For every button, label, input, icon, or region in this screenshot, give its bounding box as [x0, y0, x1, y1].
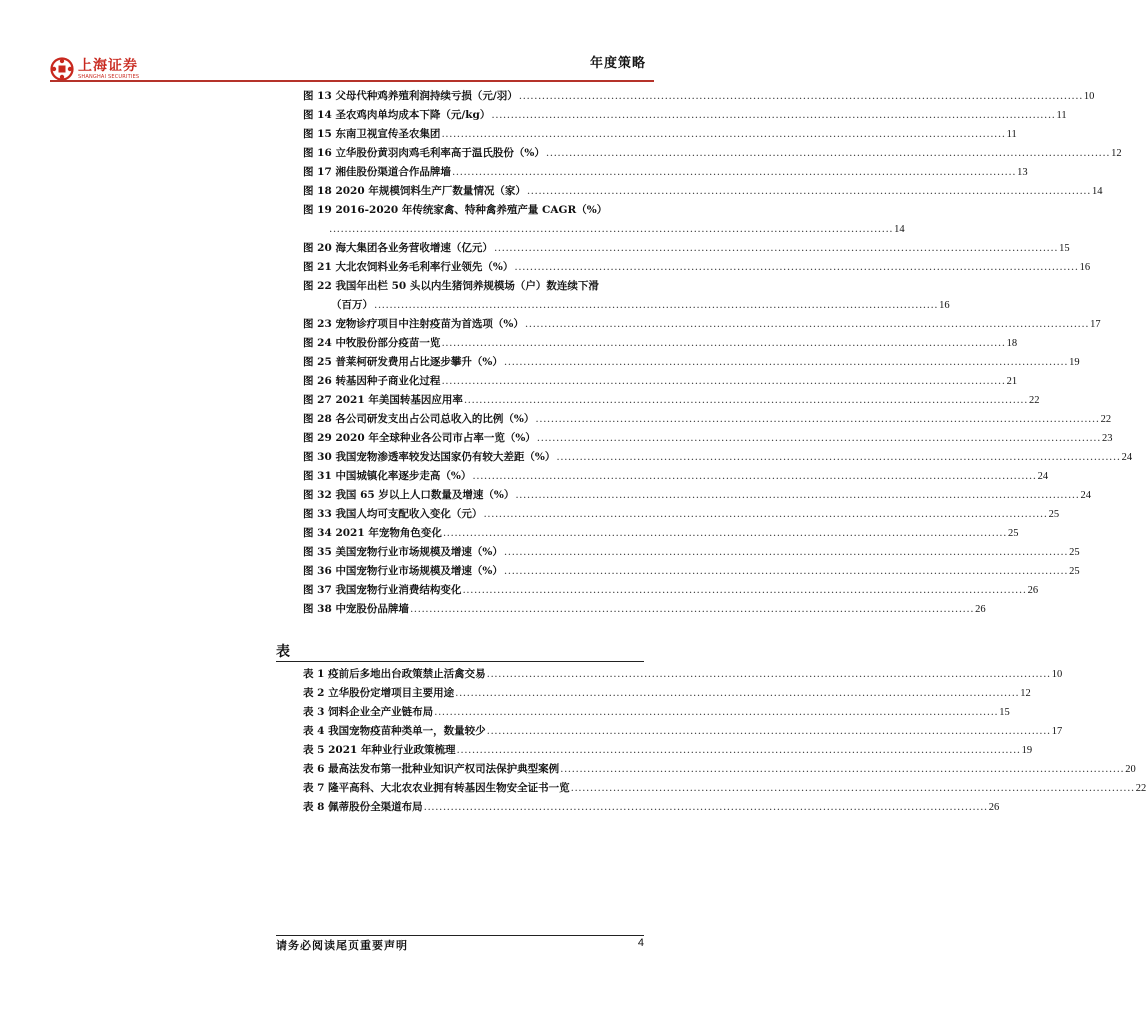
toc-entry-continuation: [303, 296, 950, 315]
toc-entry[interactable]: [303, 334, 1018, 353]
toc-leader-dots: [494, 239, 1058, 258]
document-type-label: 年度策略: [589, 56, 646, 71]
toc-entry-title: 我国 65 岁以上人口数量及增速（%）: [335, 489, 515, 501]
page-header: [0, 0, 724, 84]
toc-entry-title: 立华股份黄羽肉鸡毛利率高于温氏股份（%）: [335, 147, 545, 159]
toc-leader-dots: [556, 448, 1120, 467]
toc-leader-dots: [374, 296, 938, 315]
toc-entry-page: 22: [1135, 783, 1146, 794]
toc-entry-title: 我国人均可支配收入变化（元）: [335, 508, 483, 520]
toc-entry[interactable]: [303, 798, 1000, 817]
toc-entry-number: 图 17: [303, 166, 332, 178]
toc-entry[interactable]: [303, 505, 1060, 524]
toc-entry-number: 表 4: [303, 725, 325, 737]
toc-entry-title: 我国年出栏 50 头以内生猪饲养规模场（户）数连续下滑: [335, 280, 599, 292]
toc-entry[interactable]: [303, 562, 1080, 581]
toc-entry-page: 16: [939, 300, 950, 311]
toc-entry-page: 12: [1020, 688, 1031, 699]
toc-entry-title: 转基因种子商业化过程: [335, 375, 441, 387]
toc-entry-page: 25: [1048, 509, 1060, 520]
toc-entry-title: 立华股份定增项目主要用途: [328, 687, 455, 699]
logo-emblem-icon: [50, 57, 74, 81]
toc-entry-page: 22: [1028, 395, 1040, 406]
toc-entry-number: 图 15: [303, 128, 332, 140]
toc-entry-page: 19: [1021, 745, 1033, 756]
toc-entry-page: 14: [1091, 186, 1103, 197]
toc-entry-page: 12: [1111, 148, 1122, 159]
toc-entry-page: 23: [1101, 433, 1113, 444]
toc-leader-dots: [514, 258, 1078, 277]
toc-entry-page: 21: [1006, 376, 1018, 387]
toc-leader-dots: [504, 543, 1068, 562]
toc-entry-title: 2020 年规模饲料生产厂数量情况（家）: [335, 185, 526, 197]
toc-entry[interactable]: [303, 239, 1070, 258]
toc-entry-number: 图 33: [303, 508, 332, 520]
toc-entry[interactable]: [303, 106, 1067, 125]
toc-entry-page: 25: [1069, 547, 1080, 558]
toc-entry[interactable]: [303, 600, 986, 619]
toc-entry-number: 图 26: [303, 375, 332, 387]
toc-entry-title: 2021 年种业行业政策梳理: [328, 744, 456, 756]
toc-entry-title: 各公司研发支出占公司总收入的比例（%）: [335, 413, 535, 425]
toc-entry[interactable]: [303, 144, 1122, 163]
toc-entry[interactable]: [303, 684, 1031, 703]
toc-entry[interactable]: [303, 429, 1113, 448]
toc-entry-number: 图 19: [303, 204, 332, 216]
toc-entry[interactable]: [303, 760, 1136, 779]
toc-entry-title: 中牧股份部分疫苗一览: [335, 337, 441, 349]
toc-leader-dots: [504, 353, 1068, 372]
toc-leader-dots: [571, 779, 1135, 798]
toc-entry-page: 20: [1125, 764, 1136, 775]
toc-entry-page: 10: [1083, 91, 1095, 102]
toc-entry[interactable]: [303, 524, 1019, 543]
toc-entry-number: 图 21: [303, 261, 332, 273]
page-number: 4: [637, 937, 644, 949]
toc-entry-number: 表 5: [303, 744, 325, 756]
toc-entry-page: 24: [1080, 490, 1091, 501]
toc-entry[interactable]: [303, 391, 1040, 410]
toc-leader-dots: [441, 334, 1005, 353]
toc-entry-number: 图 24: [303, 337, 332, 349]
toc-entry-title: 2016-2020 年传统家禽、特种禽养殖产量 CAGR（%）: [335, 204, 608, 216]
footer-divider: [276, 935, 644, 936]
toc-entry-page: 15: [1059, 243, 1070, 254]
toc-entry-number: 图 16: [303, 147, 332, 159]
toc-leader-dots: [560, 760, 1124, 779]
toc-entry-page: 24: [1121, 452, 1133, 463]
toc-entry-page: 24: [1037, 471, 1049, 482]
toc-entry-number: 图 27: [303, 394, 332, 406]
toc-entry[interactable]: [303, 258, 1091, 277]
header-divider: [50, 80, 654, 82]
toc-entry-number: 表 8: [303, 801, 325, 813]
toc-entry-title: 最高法发布第一批种业知识产权司法保护典型案例: [328, 763, 560, 775]
toc-entry-page: 25: [1069, 566, 1080, 577]
toc-entry[interactable]: [303, 665, 1063, 684]
toc-entry-page: 10: [1051, 669, 1063, 680]
toc-entry-title: 隆平高科、大北农农业拥有转基因生物安全证书一览: [328, 782, 570, 794]
toc-entry-page: 15: [999, 707, 1010, 718]
toc-entry-page: 11: [1006, 129, 1017, 140]
toc-entry-title: 父母代种鸡养殖利润持续亏损（元/羽）: [335, 90, 518, 102]
toc-entry[interactable]: [303, 486, 1091, 505]
logo-text-cn: 上海证券: [78, 57, 138, 74]
toc-leader-dots: [519, 87, 1083, 106]
toc-leader-dots: [441, 372, 1005, 391]
toc-entry-number: 图 37: [303, 584, 332, 596]
toc-entry-title: 海大集团各业务营收增速（亿元）: [335, 242, 493, 254]
toc-entry[interactable]: [303, 722, 1063, 741]
table-list: [303, 665, 1146, 817]
toc-entry[interactable]: [303, 741, 1033, 760]
toc-entry-title: 中国城镇化率逐步走高（%）: [335, 470, 472, 482]
toc-leader-dots: [546, 144, 1110, 163]
toc-leader-dots: [452, 163, 1016, 182]
toc-entry[interactable]: [303, 410, 1112, 429]
toc-entry[interactable]: [303, 125, 1017, 144]
toc-entry-title: 普莱柯研发费用占比逐步攀升（%）: [335, 356, 503, 368]
toc-entry[interactable]: [303, 87, 1095, 106]
toc-entry[interactable]: [303, 703, 1010, 722]
toc-entry-page: 14: [894, 224, 905, 235]
toc-entry-number: 图 38: [303, 603, 332, 615]
toc-entry-page: 22: [1100, 414, 1112, 425]
toc-entry-number: 图 14: [303, 109, 332, 121]
toc-entry-number: 图 13: [303, 90, 332, 102]
toc-entry-title: 我国宠物渗透率较发达国家仍有较大差距（%）: [335, 451, 556, 463]
toc-entry[interactable]: [303, 779, 1146, 798]
toc-entry[interactable]: [303, 581, 1039, 600]
toc-entry-title: 湘佳股份渠道合作品牌墙: [335, 166, 451, 178]
toc-leader-dots: [410, 600, 974, 619]
toc-leader-dots: [434, 703, 998, 722]
toc-leader-dots: [483, 505, 1047, 524]
toc-entry-number: 图 28: [303, 413, 332, 425]
toc-entry-number: 图 23: [303, 318, 332, 330]
toc-entry-page: 26: [988, 802, 1000, 813]
toc-entry[interactable]: [303, 353, 1080, 372]
toc-entry-title: 我国宠物行业消费结构变化: [335, 584, 462, 596]
figure-list: [303, 87, 1133, 619]
toc-entry[interactable]: [303, 315, 1101, 334]
toc-leader-dots: [537, 429, 1101, 448]
toc-entry-number: 图 18: [303, 185, 332, 197]
toc-leader-dots: [535, 410, 1099, 429]
toc-leader-dots: [462, 581, 1026, 600]
toc-entry-number: 图 35: [303, 546, 332, 558]
toc-entry-number: 表 6: [303, 763, 325, 775]
toc-entry-title-continued: （百万）: [331, 299, 373, 311]
toc-entry-title: 2021 年宠物角色变化: [335, 527, 442, 539]
toc-entry[interactable]: [303, 543, 1080, 562]
logo-text-en: SHANGHAI SECURITIES: [78, 73, 140, 80]
toc-leader-dots: [455, 684, 1019, 703]
toc-entry-page: 18: [1006, 338, 1018, 349]
toc-entry-title: 美国宠物行业市场规模及增速（%）: [335, 546, 503, 558]
tables-section-divider: [276, 661, 644, 662]
toc-entry-page: 25: [1007, 528, 1019, 539]
toc-entry-page: 17: [1090, 319, 1101, 330]
company-logo: [50, 56, 139, 82]
toc-entry-title: 佩蒂股份全渠道布局: [328, 801, 423, 813]
toc-leader-dots: [515, 486, 1079, 505]
toc-entry-page: 16: [1079, 262, 1091, 273]
toc-entry-number: 表 2: [303, 687, 325, 699]
toc-entry[interactable]: [303, 182, 1103, 201]
toc-entry-number: 图 22: [303, 280, 332, 292]
toc-entry[interactable]: [303, 201, 646, 220]
toc-entry-title: 2020 年全球种业各公司市占率一览（%）: [335, 432, 536, 444]
toc-entry-title: 疫前后多地出台政策禁止活禽交易: [328, 668, 486, 680]
toc-entry[interactable]: [303, 448, 1133, 467]
toc-entry-number: 图 32: [303, 489, 332, 501]
toc-leader-dots: [329, 220, 893, 239]
toc-entry-page: 13: [1017, 167, 1028, 178]
toc-entry-continuation: [303, 220, 905, 239]
toc-entry-number: 表 7: [303, 782, 325, 794]
toc-entry-title: 中国宠物行业市场规模及增速（%）: [335, 565, 503, 577]
toc-entry-number: 图 36: [303, 565, 332, 577]
toc-entry-page: 19: [1069, 357, 1080, 368]
toc-entry[interactable]: [303, 372, 1018, 391]
toc-leader-dots: [464, 391, 1028, 410]
toc-leader-dots: [441, 125, 1005, 144]
toc-entry-number: 图 34: [303, 527, 332, 539]
toc-entry-title: 中宠股份品牌墙: [335, 603, 409, 615]
toc-leader-dots: [525, 315, 1089, 334]
toc-leader-dots: [443, 524, 1007, 543]
toc-entry-page: 17: [1051, 726, 1063, 737]
toc-entry-title: 圣农鸡肉单均成本下降（元/kg）: [335, 109, 491, 121]
toc-entry-title: 我国宠物疫苗种类单一，数量较少: [328, 725, 486, 737]
toc-entry-number: 表 1: [303, 668, 325, 680]
tables-section-heading: 表: [276, 644, 290, 660]
toc-leader-dots: [504, 562, 1068, 581]
toc-entry-number: 表 3: [303, 706, 325, 718]
toc-leader-dots: [491, 106, 1055, 125]
toc-leader-dots: [457, 741, 1021, 760]
toc-entry-page: 26: [1027, 585, 1039, 596]
toc-entry-title: 东南卫视宣传圣农集团: [335, 128, 441, 140]
toc-leader-dots: [487, 665, 1051, 684]
toc-entry-title: 大北农饲料业务毛利率行业领先（%）: [335, 261, 514, 273]
toc-entry-page: 11: [1056, 110, 1067, 121]
toc-entry-number: 图 30: [303, 451, 332, 463]
toc-entry-title: 饲料企业全产业链布局: [328, 706, 434, 718]
toc-leader-dots: [424, 798, 988, 817]
toc-entry-title: 2021 年美国转基因应用率: [335, 394, 463, 406]
toc-entry-page: 26: [975, 604, 986, 615]
toc-entry-number: 图 25: [303, 356, 332, 368]
footer-disclaimer: 请务必阅读尾页重要声明: [276, 939, 408, 952]
toc-leader-dots: [527, 182, 1091, 201]
toc-entry-title: 宠物诊疗项目中注射疫苗为首选项（%）: [335, 318, 524, 330]
toc-entry-number: 图 29: [303, 432, 332, 444]
toc-entry[interactable]: [303, 277, 646, 296]
toc-leader-dots: [472, 467, 1036, 486]
toc-entry[interactable]: [303, 163, 1028, 182]
toc-entry-number: 图 20: [303, 242, 332, 254]
toc-entry[interactable]: [303, 467, 1049, 486]
toc-entry-number: 图 31: [303, 470, 332, 482]
toc-leader-dots: [487, 722, 1051, 741]
